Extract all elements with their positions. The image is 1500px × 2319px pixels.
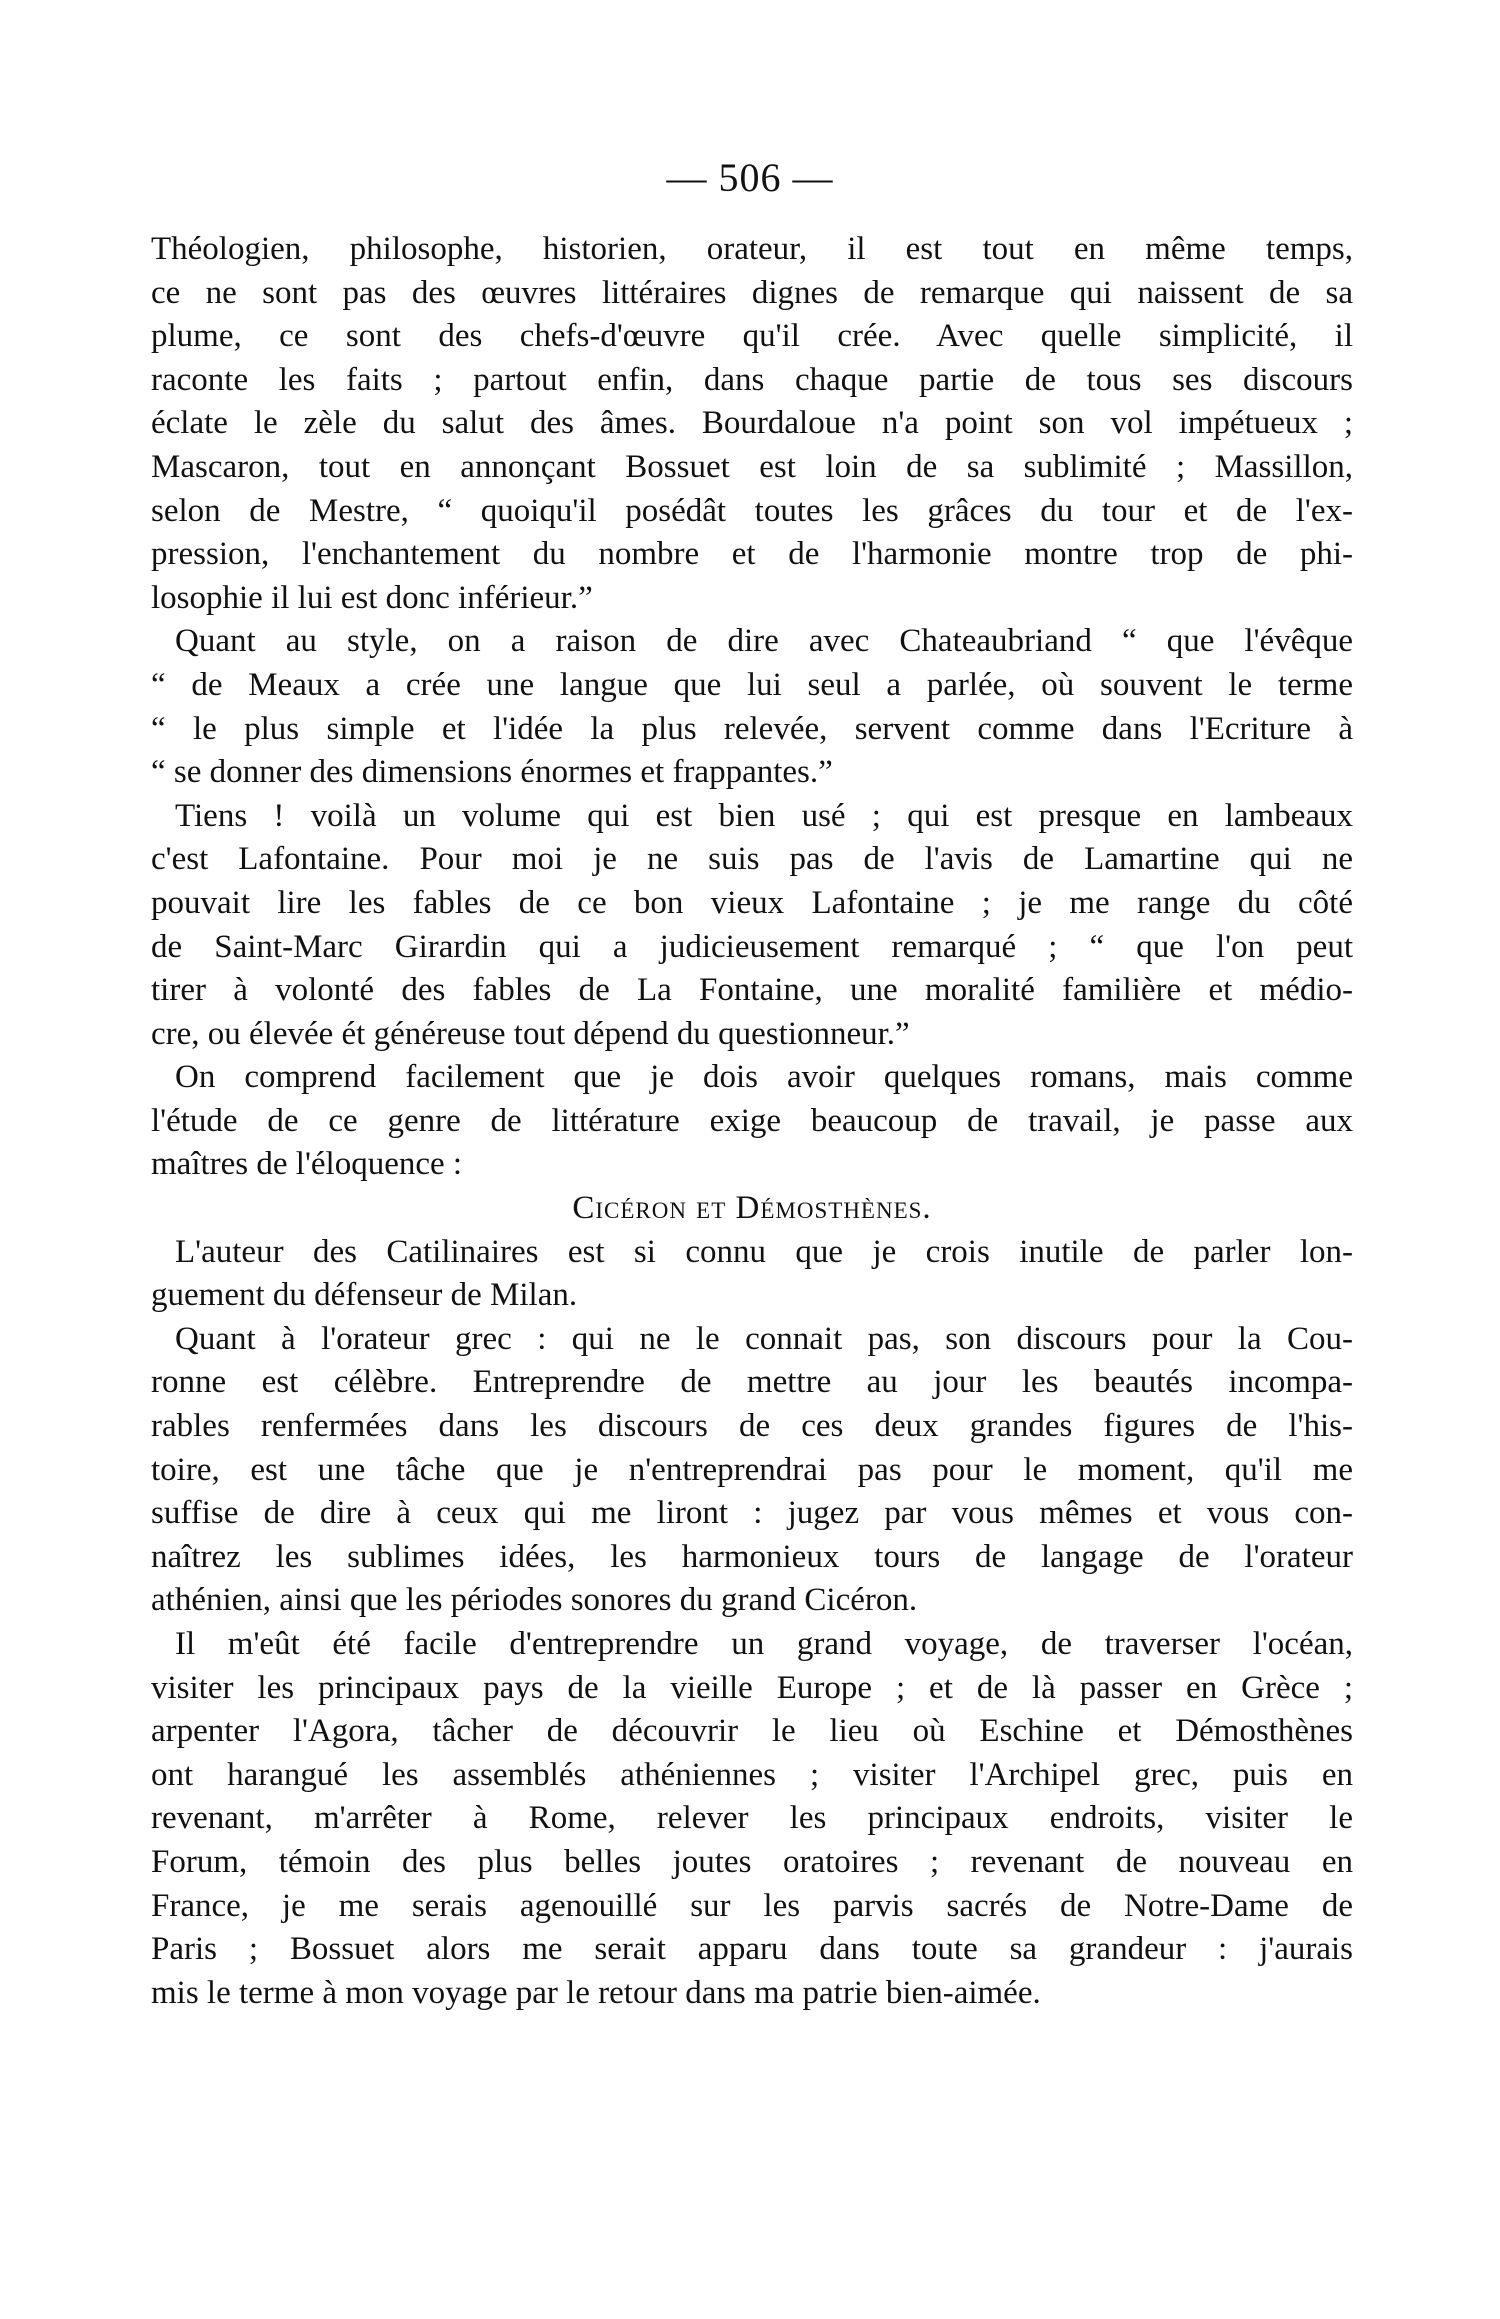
text-line: “ de Meaux a crée une langue que lui seul a parlée, où souvent le terme xyxy=(151,666,1353,703)
text-line: tirer à volonté des fables de La Fontaine, une moralité familière et médio- xyxy=(151,972,1353,1009)
text-line: c'est Lafontaine. Pour moi je ne suis pas de l'avis de Lamartine qui ne xyxy=(151,841,1353,878)
text-line: Forum, témoin des plus belles joutes oratoires ; revenant de nouveau en xyxy=(151,1843,1353,1880)
text-line: “ le plus simple et l'idée la plus relevée, servent comme dans l'Ecriture à xyxy=(151,710,1353,747)
text-line: toire, est une tâche que je n'entreprendrai pas pour le moment, qu'il me xyxy=(151,1451,1353,1488)
text-line: visiter les principaux pays de la vieille Europe ; et de là passer en Grèce ; xyxy=(151,1669,1353,1706)
text-line: pouvait lire les fables de ce bon vieux Lafontaine ; je me range du côté xyxy=(151,884,1353,921)
text-line: arpenter l'Agora, tâcher de découvrir le lieu où Eschine et Démosthènes xyxy=(151,1713,1353,1750)
text-line: mis le terme à mon voyage par le retour dans ma patrie bien-aimée. xyxy=(151,1974,1041,2011)
text-line: On comprend facilement que je dois avoir quelques romans, mais comme xyxy=(175,1059,1353,1096)
body-text xyxy=(151,228,1353,2015)
text-line: Tiens ! voilà un volume qui est bien usé ; qui est presque en lambeaux xyxy=(175,797,1353,834)
page-number: — 506 — xyxy=(666,155,834,200)
text-line: losophie il lui est donc inférieur.” xyxy=(151,579,593,616)
text-line: Quant à l'orateur grec : qui ne le connait pas, son discours pour la Cou- xyxy=(175,1320,1353,1357)
text-line: rables renfermées dans les discours de ces deux grandes figures de l'his- xyxy=(151,1408,1353,1445)
text-line: Il m'eût été facile d'entreprendre un grand voyage, de traverser l'océan, xyxy=(175,1626,1353,1662)
text-line: selon de Mestre, “ quoiqu'il posédât toutes les grâces du tour et de l'ex- xyxy=(151,492,1353,529)
text-line: ont harangué les assemblés athéniennes ; visiter l'Archipel grec, puis en xyxy=(151,1756,1353,1793)
text-line: L'auteur des Catilinaires est si connu que je crois inutile de parler lon- xyxy=(175,1233,1353,1270)
text-line: Quant au style, on a raison de dire avec Chateaubriand “ que l'évêque xyxy=(175,623,1353,660)
text-line: guement du défenseur de Milan. xyxy=(151,1277,578,1314)
text-line: cre, ou élevée ét généreuse tout dépend du questionneur.” xyxy=(151,1015,910,1052)
text-line: ronne est célèbre. Entreprendre de mettre au jour les beautés incompa- xyxy=(151,1364,1353,1401)
text-line: athénien, ainsi que les périodes sonores du grand Cicéron. xyxy=(151,1582,918,1619)
text-line: raconte les faits ; partout enfin, dans chaque partie de tous ses discours xyxy=(151,361,1353,398)
text-line: plume, ce sont des chefs-d'œuvre qu'il crée. Avec quelle simplicité, il xyxy=(151,318,1353,355)
text-line: “ se donner des dimensions énormes et frappantes.” xyxy=(151,754,833,791)
text-line: Paris ; Bossuet alors me serait apparu dans toute sa grandeur : j'aurais xyxy=(151,1931,1353,1968)
text-line: suffise de dire à ceux qui me liront : jugez par vous mêmes et vous con- xyxy=(151,1495,1353,1532)
text-line: France, je me serais agenouillé sur les parvis sacrés de Notre-Dame de xyxy=(151,1887,1353,1924)
text-line: Mascaron, tout en annonçant Bossuet est loin de sa sublimité ; Massillon, xyxy=(151,448,1353,485)
text-line: naîtrez les sublimes idées, les harmonieux tours de langage de l'orateur xyxy=(151,1538,1353,1575)
text-line: Théologien, philosophe, historien, orateur, il est tout en même temps, xyxy=(151,231,1353,267)
section-heading: Cicéron et Démosthènes. xyxy=(572,1190,932,1227)
text-line: éclate le zèle du salut des âmes. Bourdaloue n'a point son vol impétueux ; xyxy=(151,405,1353,442)
text-line: ce ne sont pas des œuvres littéraires dignes de remarque qui naissent de sa xyxy=(151,274,1353,311)
text-line: pression, l'enchantement du nombre et de l'harmonie montre trop de phi- xyxy=(151,536,1353,573)
text-line: revenant, m'arrêter à Rome, relever les principaux endroits, visiter le xyxy=(151,1800,1353,1837)
text-line: maîtres de l'éloquence : xyxy=(151,1146,463,1183)
text-line: l'étude de ce genre de littérature exige beaucoup de travail, je passe aux xyxy=(151,1102,1353,1139)
text-line: de Saint-Marc Girardin qui a judicieusement remarqué ; “ que l'on peut xyxy=(151,928,1353,965)
